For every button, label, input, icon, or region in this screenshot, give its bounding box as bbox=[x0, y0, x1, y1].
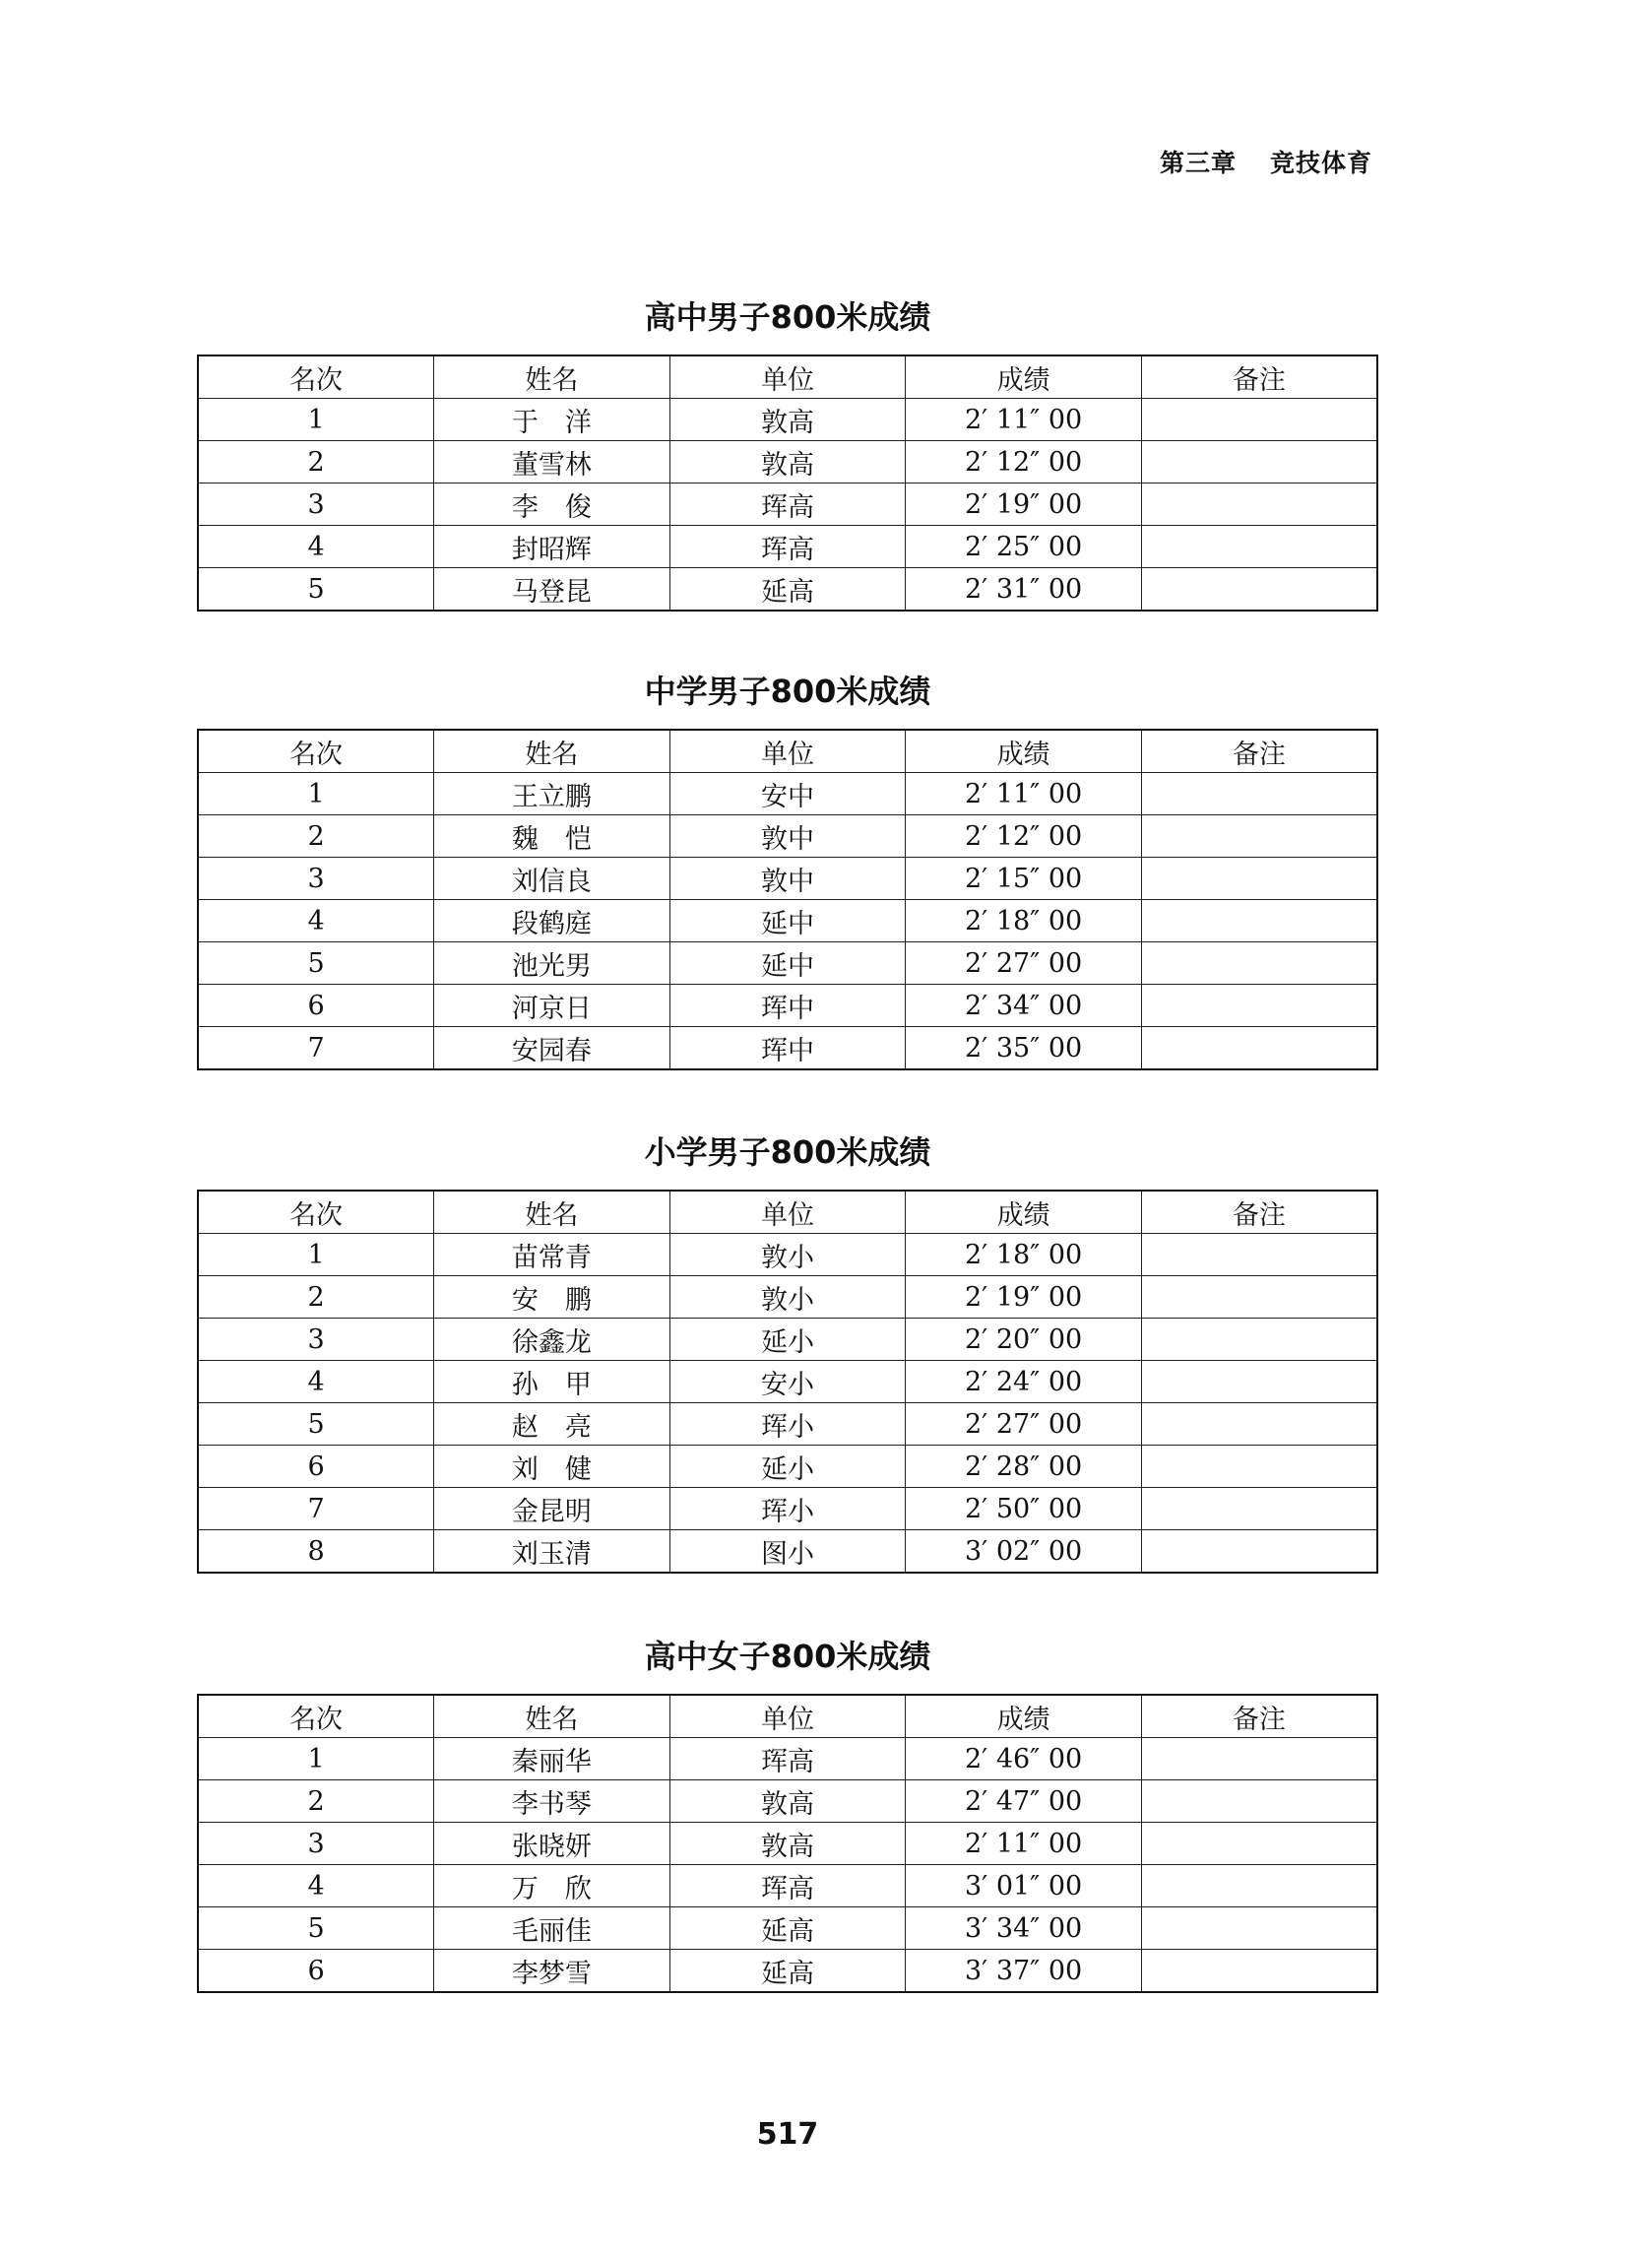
table-row bbox=[198, 1738, 1377, 1780]
table-cell bbox=[1141, 942, 1377, 985]
table-cell: 延中 bbox=[669, 942, 906, 985]
table-cell: 7 bbox=[198, 1027, 434, 1070]
table-cell: 2′ 27″ 00 bbox=[906, 1403, 1142, 1446]
table-cell: 5 bbox=[198, 1907, 434, 1950]
table-cell: 刘 健 bbox=[434, 1446, 670, 1488]
table-cell: 2′ 18″ 00 bbox=[906, 1234, 1142, 1276]
table-cell: 珲高 bbox=[669, 1865, 906, 1907]
table-cell: 刘玉清 bbox=[434, 1530, 670, 1574]
table-row bbox=[198, 1234, 1377, 1276]
table-row bbox=[198, 1950, 1377, 1993]
column-header: 成绩 bbox=[906, 355, 1142, 399]
column-header: 备注 bbox=[1141, 355, 1377, 399]
running-header bbox=[1160, 144, 1372, 179]
table-cell bbox=[1141, 1488, 1377, 1530]
table-cell: 安园春 bbox=[434, 1027, 670, 1070]
table-cell: 李梦雪 bbox=[434, 1950, 670, 1993]
table-header-row bbox=[198, 1191, 1377, 1234]
table-cell: 敦中 bbox=[669, 815, 906, 858]
table-row bbox=[198, 1907, 1377, 1950]
results-table bbox=[197, 1694, 1378, 1993]
table-cell bbox=[1141, 526, 1377, 568]
results-section-middle-school-boys bbox=[197, 670, 1378, 1070]
table-cell: 珲中 bbox=[669, 1027, 906, 1070]
table-cell: 金昆明 bbox=[434, 1488, 670, 1530]
table-row bbox=[198, 942, 1377, 985]
table-header-row bbox=[198, 1695, 1377, 1738]
table-cell: 敦小 bbox=[669, 1276, 906, 1319]
table-row bbox=[198, 1276, 1377, 1319]
table-cell: 魏 恺 bbox=[434, 815, 670, 858]
section-title: 高中男子800米成绩 bbox=[644, 298, 931, 336]
table-cell: 万 欣 bbox=[434, 1865, 670, 1907]
results-section-primary-school-boys bbox=[197, 1130, 1378, 1574]
page-number: 517 bbox=[756, 2117, 819, 2152]
table-row bbox=[198, 1319, 1377, 1361]
table-cell: 2′ 31″ 00 bbox=[906, 568, 1142, 612]
chapter-label: 第三章 bbox=[1159, 149, 1237, 177]
table-cell: 5 bbox=[198, 1403, 434, 1446]
table-cell bbox=[1141, 1950, 1377, 1993]
column-header: 成绩 bbox=[906, 730, 1142, 773]
table-cell: 2′ 11″ 00 bbox=[906, 399, 1142, 441]
table-cell: 7 bbox=[198, 1488, 434, 1530]
table-cell bbox=[1141, 815, 1377, 858]
table-cell: 刘信良 bbox=[434, 858, 670, 900]
table-cell: 安 鹏 bbox=[434, 1276, 670, 1319]
table-cell: 6 bbox=[198, 985, 434, 1027]
table-row bbox=[198, 815, 1377, 858]
table-cell bbox=[1141, 900, 1377, 942]
table-cell bbox=[1141, 568, 1377, 612]
table-cell: 3 bbox=[198, 858, 434, 900]
table-cell: 5 bbox=[198, 568, 434, 612]
table-row bbox=[198, 773, 1377, 815]
table-cell: 2′ 19″ 00 bbox=[906, 484, 1142, 526]
table-cell: 6 bbox=[198, 1950, 434, 1993]
table-cell: 于 洋 bbox=[434, 399, 670, 441]
table-cell bbox=[1141, 985, 1377, 1027]
table-cell: 2 bbox=[198, 1780, 434, 1823]
table-cell: 2′ 50″ 00 bbox=[906, 1488, 1142, 1530]
table-cell: 2 bbox=[198, 441, 434, 484]
chapter-title: 竞技体育 bbox=[1269, 149, 1372, 177]
section-title: 小学男子800米成绩 bbox=[644, 1133, 931, 1171]
table-cell: 3 bbox=[198, 1319, 434, 1361]
column-header: 名次 bbox=[198, 730, 434, 773]
table-cell: 2′ 24″ 00 bbox=[906, 1361, 1142, 1403]
table-cell: 敦高 bbox=[669, 441, 906, 484]
table-cell bbox=[1141, 1276, 1377, 1319]
table-cell bbox=[1141, 1865, 1377, 1907]
table-cell: 孙 甲 bbox=[434, 1361, 670, 1403]
table-row bbox=[198, 1530, 1377, 1574]
results-table bbox=[197, 1190, 1378, 1574]
column-header: 姓名 bbox=[434, 1191, 670, 1234]
table-cell: 李 俊 bbox=[434, 484, 670, 526]
table-cell bbox=[1141, 441, 1377, 484]
table-row bbox=[198, 1361, 1377, 1403]
table-cell bbox=[1141, 1361, 1377, 1403]
table-cell bbox=[1141, 1027, 1377, 1070]
table-cell: 4 bbox=[198, 900, 434, 942]
table-cell bbox=[1141, 1446, 1377, 1488]
table-cell: 延中 bbox=[669, 900, 906, 942]
column-header: 成绩 bbox=[906, 1191, 1142, 1234]
column-header: 姓名 bbox=[434, 355, 670, 399]
column-header: 备注 bbox=[1141, 730, 1377, 773]
table-cell: 6 bbox=[198, 1446, 434, 1488]
table-cell: 安中 bbox=[669, 773, 906, 815]
table-cell: 段鹤庭 bbox=[434, 900, 670, 942]
results-section-high-school-boys bbox=[197, 295, 1378, 612]
table-cell: 2′ 28″ 00 bbox=[906, 1446, 1142, 1488]
table-row bbox=[198, 1446, 1377, 1488]
table-cell bbox=[1141, 399, 1377, 441]
table-cell: 延高 bbox=[669, 568, 906, 612]
table-cell: 董雪林 bbox=[434, 441, 670, 484]
table-cell: 珲高 bbox=[669, 484, 906, 526]
table-cell: 珲高 bbox=[669, 526, 906, 568]
table-cell bbox=[1141, 773, 1377, 815]
column-header: 名次 bbox=[198, 1191, 434, 1234]
table-cell: 2′ 20″ 00 bbox=[906, 1319, 1142, 1361]
table-cell bbox=[1141, 1530, 1377, 1574]
table-cell: 2′ 25″ 00 bbox=[906, 526, 1142, 568]
column-header: 单位 bbox=[669, 355, 906, 399]
table-cell: 珲中 bbox=[669, 985, 906, 1027]
table-cell: 5 bbox=[198, 942, 434, 985]
table-cell: 秦丽华 bbox=[434, 1738, 670, 1780]
table-cell: 王立鹏 bbox=[434, 773, 670, 815]
table-cell: 延小 bbox=[669, 1319, 906, 1361]
table-row bbox=[198, 985, 1377, 1027]
table-cell: 1 bbox=[198, 1738, 434, 1780]
table-header-row bbox=[198, 730, 1377, 773]
table-cell: 3′ 02″ 00 bbox=[906, 1530, 1142, 1574]
table-row bbox=[198, 568, 1377, 612]
table-cell: 3 bbox=[198, 484, 434, 526]
table-row bbox=[198, 441, 1377, 484]
table-row bbox=[198, 1823, 1377, 1865]
table-cell bbox=[1141, 1823, 1377, 1865]
table-cell: 珲小 bbox=[669, 1403, 906, 1446]
table-cell: 敦中 bbox=[669, 858, 906, 900]
table-cell: 2′ 15″ 00 bbox=[906, 858, 1142, 900]
table-cell: 2′ 11″ 00 bbox=[906, 1823, 1142, 1865]
table-cell: 2′ 12″ 00 bbox=[906, 441, 1142, 484]
table-cell: 1 bbox=[198, 773, 434, 815]
table-row bbox=[198, 1403, 1377, 1446]
table-cell: 珲高 bbox=[669, 1738, 906, 1780]
table-cell: 3′ 34″ 00 bbox=[906, 1907, 1142, 1950]
table-cell: 马登昆 bbox=[434, 568, 670, 612]
table-cell: 苗常青 bbox=[434, 1234, 670, 1276]
results-table bbox=[197, 355, 1378, 612]
table-row bbox=[198, 858, 1377, 900]
table-cell: 珲小 bbox=[669, 1488, 906, 1530]
column-header: 名次 bbox=[198, 355, 434, 399]
table-cell: 延高 bbox=[669, 1950, 906, 1993]
table-row bbox=[198, 484, 1377, 526]
table-cell: 2′ 19″ 00 bbox=[906, 1276, 1142, 1319]
table-cell: 1 bbox=[198, 399, 434, 441]
table-cell: 2′ 27″ 00 bbox=[906, 942, 1142, 985]
table-row bbox=[198, 1027, 1377, 1070]
column-header: 单位 bbox=[669, 1695, 906, 1738]
table-cell: 张晓妍 bbox=[434, 1823, 670, 1865]
table-cell bbox=[1141, 858, 1377, 900]
section-title: 中学男子800米成绩 bbox=[644, 673, 931, 710]
table-cell: 1 bbox=[198, 1234, 434, 1276]
table-cell: 2 bbox=[198, 1276, 434, 1319]
table-cell: 延高 bbox=[669, 1907, 906, 1950]
table-cell: 4 bbox=[198, 1865, 434, 1907]
table-row bbox=[198, 1865, 1377, 1907]
column-header: 单位 bbox=[669, 730, 906, 773]
results-table bbox=[197, 729, 1378, 1070]
table-cell: 2′ 34″ 00 bbox=[906, 985, 1142, 1027]
column-header: 备注 bbox=[1141, 1191, 1377, 1234]
table-cell: 2 bbox=[198, 815, 434, 858]
table-row bbox=[198, 1488, 1377, 1530]
table-cell bbox=[1141, 1907, 1377, 1950]
table-cell: 安小 bbox=[669, 1361, 906, 1403]
table-cell: 徐鑫龙 bbox=[434, 1319, 670, 1361]
table-cell: 图小 bbox=[669, 1530, 906, 1574]
column-header: 单位 bbox=[669, 1191, 906, 1234]
table-cell: 2′ 11″ 00 bbox=[906, 773, 1142, 815]
column-header: 备注 bbox=[1141, 1695, 1377, 1738]
table-cell: 敦高 bbox=[669, 1780, 906, 1823]
table-row bbox=[198, 399, 1377, 441]
table-cell: 3′ 37″ 00 bbox=[906, 1950, 1142, 1993]
section-title: 高中女子800米成绩 bbox=[644, 1638, 931, 1675]
table-cell: 2′ 12″ 00 bbox=[906, 815, 1142, 858]
column-header: 姓名 bbox=[434, 730, 670, 773]
table-cell: 2′ 18″ 00 bbox=[906, 900, 1142, 942]
table-cell: 3 bbox=[198, 1823, 434, 1865]
table-row bbox=[198, 900, 1377, 942]
table-header-row bbox=[198, 355, 1377, 399]
column-header: 成绩 bbox=[906, 1695, 1142, 1738]
table-cell: 敦高 bbox=[669, 1823, 906, 1865]
column-header: 名次 bbox=[198, 1695, 434, 1738]
table-cell: 赵 亮 bbox=[434, 1403, 670, 1446]
table-row bbox=[198, 526, 1377, 568]
table-cell: 敦小 bbox=[669, 1234, 906, 1276]
table-cell: 封昭辉 bbox=[434, 526, 670, 568]
column-header: 姓名 bbox=[434, 1695, 670, 1738]
table-cell: 4 bbox=[198, 526, 434, 568]
table-cell: 李书琴 bbox=[434, 1780, 670, 1823]
table-cell: 2′ 35″ 00 bbox=[906, 1027, 1142, 1070]
table-cell: 池光男 bbox=[434, 942, 670, 985]
table-cell: 3′ 01″ 00 bbox=[906, 1865, 1142, 1907]
table-cell bbox=[1141, 1738, 1377, 1780]
table-cell: 8 bbox=[198, 1530, 434, 1574]
table-cell: 河京日 bbox=[434, 985, 670, 1027]
results-section-high-school-girls bbox=[197, 1635, 1378, 1993]
table-cell bbox=[1141, 1234, 1377, 1276]
table-cell: 延小 bbox=[669, 1446, 906, 1488]
table-row bbox=[198, 1780, 1377, 1823]
table-cell: 4 bbox=[198, 1361, 434, 1403]
table-cell bbox=[1141, 1403, 1377, 1446]
table-cell: 2′ 46″ 00 bbox=[906, 1738, 1142, 1780]
table-cell: 2′ 47″ 00 bbox=[906, 1780, 1142, 1823]
table-cell: 敦高 bbox=[669, 399, 906, 441]
table-cell bbox=[1141, 484, 1377, 526]
table-cell: 毛丽佳 bbox=[434, 1907, 670, 1950]
table-cell bbox=[1141, 1319, 1377, 1361]
table-cell bbox=[1141, 1780, 1377, 1823]
